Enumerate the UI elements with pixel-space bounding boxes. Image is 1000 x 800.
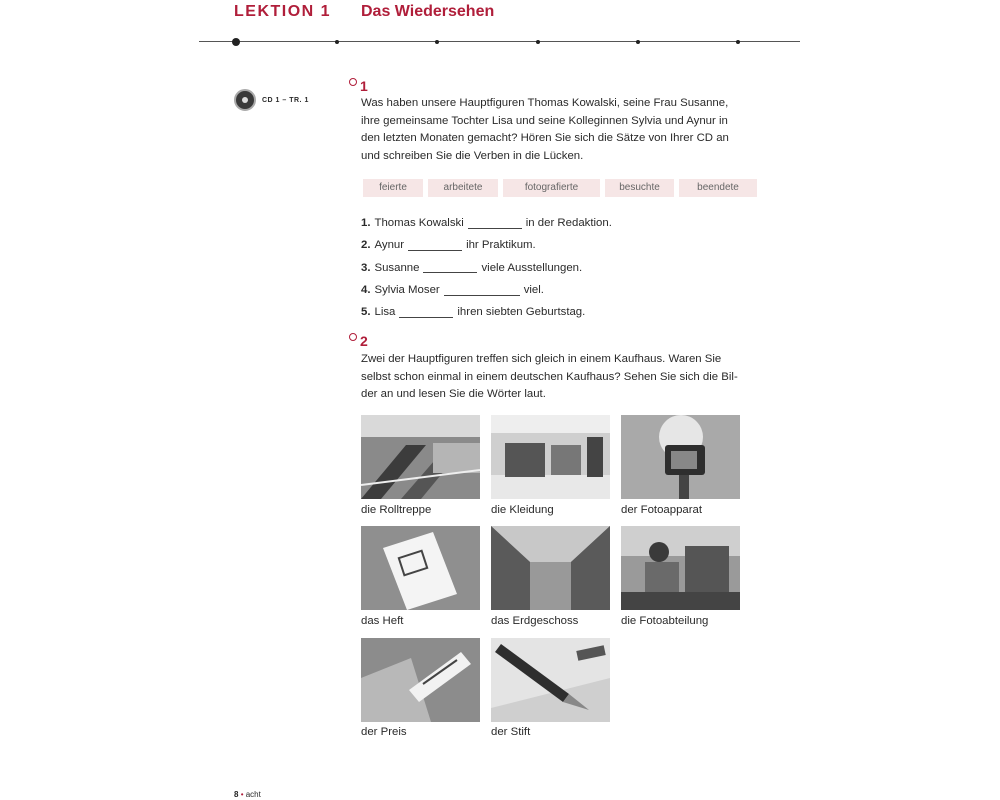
cd-track-label: CD 1 – TR. 1 (262, 96, 309, 104)
task-2-number: 2 (349, 333, 368, 349)
cd-icon (234, 89, 256, 111)
word-box (363, 179, 757, 197)
timeline-dot (335, 40, 339, 44)
answer-blank[interactable] (468, 218, 522, 229)
lesson-title: Das Wiedersehen (361, 3, 495, 20)
answer-blank[interactable] (444, 285, 520, 296)
word-chip: fotografierte (503, 179, 600, 197)
word-chip: besuchte (605, 179, 674, 197)
timeline-dot (636, 40, 640, 44)
caption-notebook: das Heft (361, 615, 404, 627)
audio-ring-icon (349, 333, 357, 341)
lesson-number: LEKTION 1 (234, 3, 332, 20)
answer-blank[interactable] (423, 262, 477, 273)
page-footer (234, 790, 261, 799)
caption-pen: der Stift (491, 726, 531, 738)
photo-photo-department (621, 526, 740, 610)
task-1-number: 1 (349, 78, 368, 94)
gap-fill-sentences (361, 212, 612, 323)
header-rule (199, 41, 800, 42)
photo-camera (621, 415, 740, 499)
word-chip: feierte (363, 179, 423, 197)
caption-ground-floor: das Erdgeschoss (491, 615, 579, 627)
photo-escalator (361, 415, 480, 499)
sentence-item: 1. Thomas Kowalski in der Redaktion. (361, 217, 612, 230)
sentence-item: 4. Sylvia Moser viel. (361, 284, 544, 297)
word-chip: arbeitete (428, 179, 498, 197)
audio-ring-icon (349, 78, 357, 86)
timeline-dot (736, 40, 740, 44)
page-number: 8 (234, 790, 239, 799)
answer-blank[interactable] (399, 307, 453, 318)
photo-pen (491, 638, 610, 722)
task-2-instructions: Zwei der Hauptfiguren treffen sich gleich in einem Kaufhaus. Waren Sie selbst schon einmal in einem deutschen Kaufhaus? Sehen Sie sich die Bil-der an und lesen Sie die Wörter laut. (361, 353, 738, 400)
cd-track-reference (234, 89, 309, 111)
task-1-instructions: Was haben unsere Hauptfiguren Thomas Kowalski, seine Frau Susanne, ihre gemeinsame Tochter Lisa und seine Kolleginnen Sylvia und Aynur in den letzten Monaten gemacht? Hören Sie sich die Sätze von Ihrer CD an und schreiben Sie die Verben in die Lücken. (361, 97, 729, 162)
caption-clothing: die Kleidung (491, 504, 554, 516)
sentence-item: 2. Aynur ihr Praktikum. (361, 239, 536, 252)
photo-price-tag (361, 638, 480, 722)
timeline-dot-active (232, 38, 240, 46)
photo-ground-floor (491, 526, 610, 610)
sentence-item: 3. Susanne viele Ausstellungen. (361, 261, 583, 274)
sentence-item: 5. Lisa ihren siebten Geburtstag. (361, 306, 586, 319)
photo-clothing (491, 415, 610, 499)
caption-photo-department: die Fotoabteilung (621, 615, 709, 627)
answer-blank[interactable] (408, 240, 462, 251)
caption-price-tag: der Preis (361, 726, 407, 738)
footer-separator: • (240, 790, 244, 799)
timeline-dot (435, 40, 439, 44)
word-chip: beendete (679, 179, 757, 197)
timeline-dot (536, 40, 540, 44)
photo-notebook (361, 526, 480, 610)
lesson-header (234, 0, 494, 24)
caption-escalator: die Rolltreppe (361, 504, 432, 516)
caption-camera: der Fotoapparat (621, 504, 703, 516)
page-number-word: acht (245, 790, 261, 799)
